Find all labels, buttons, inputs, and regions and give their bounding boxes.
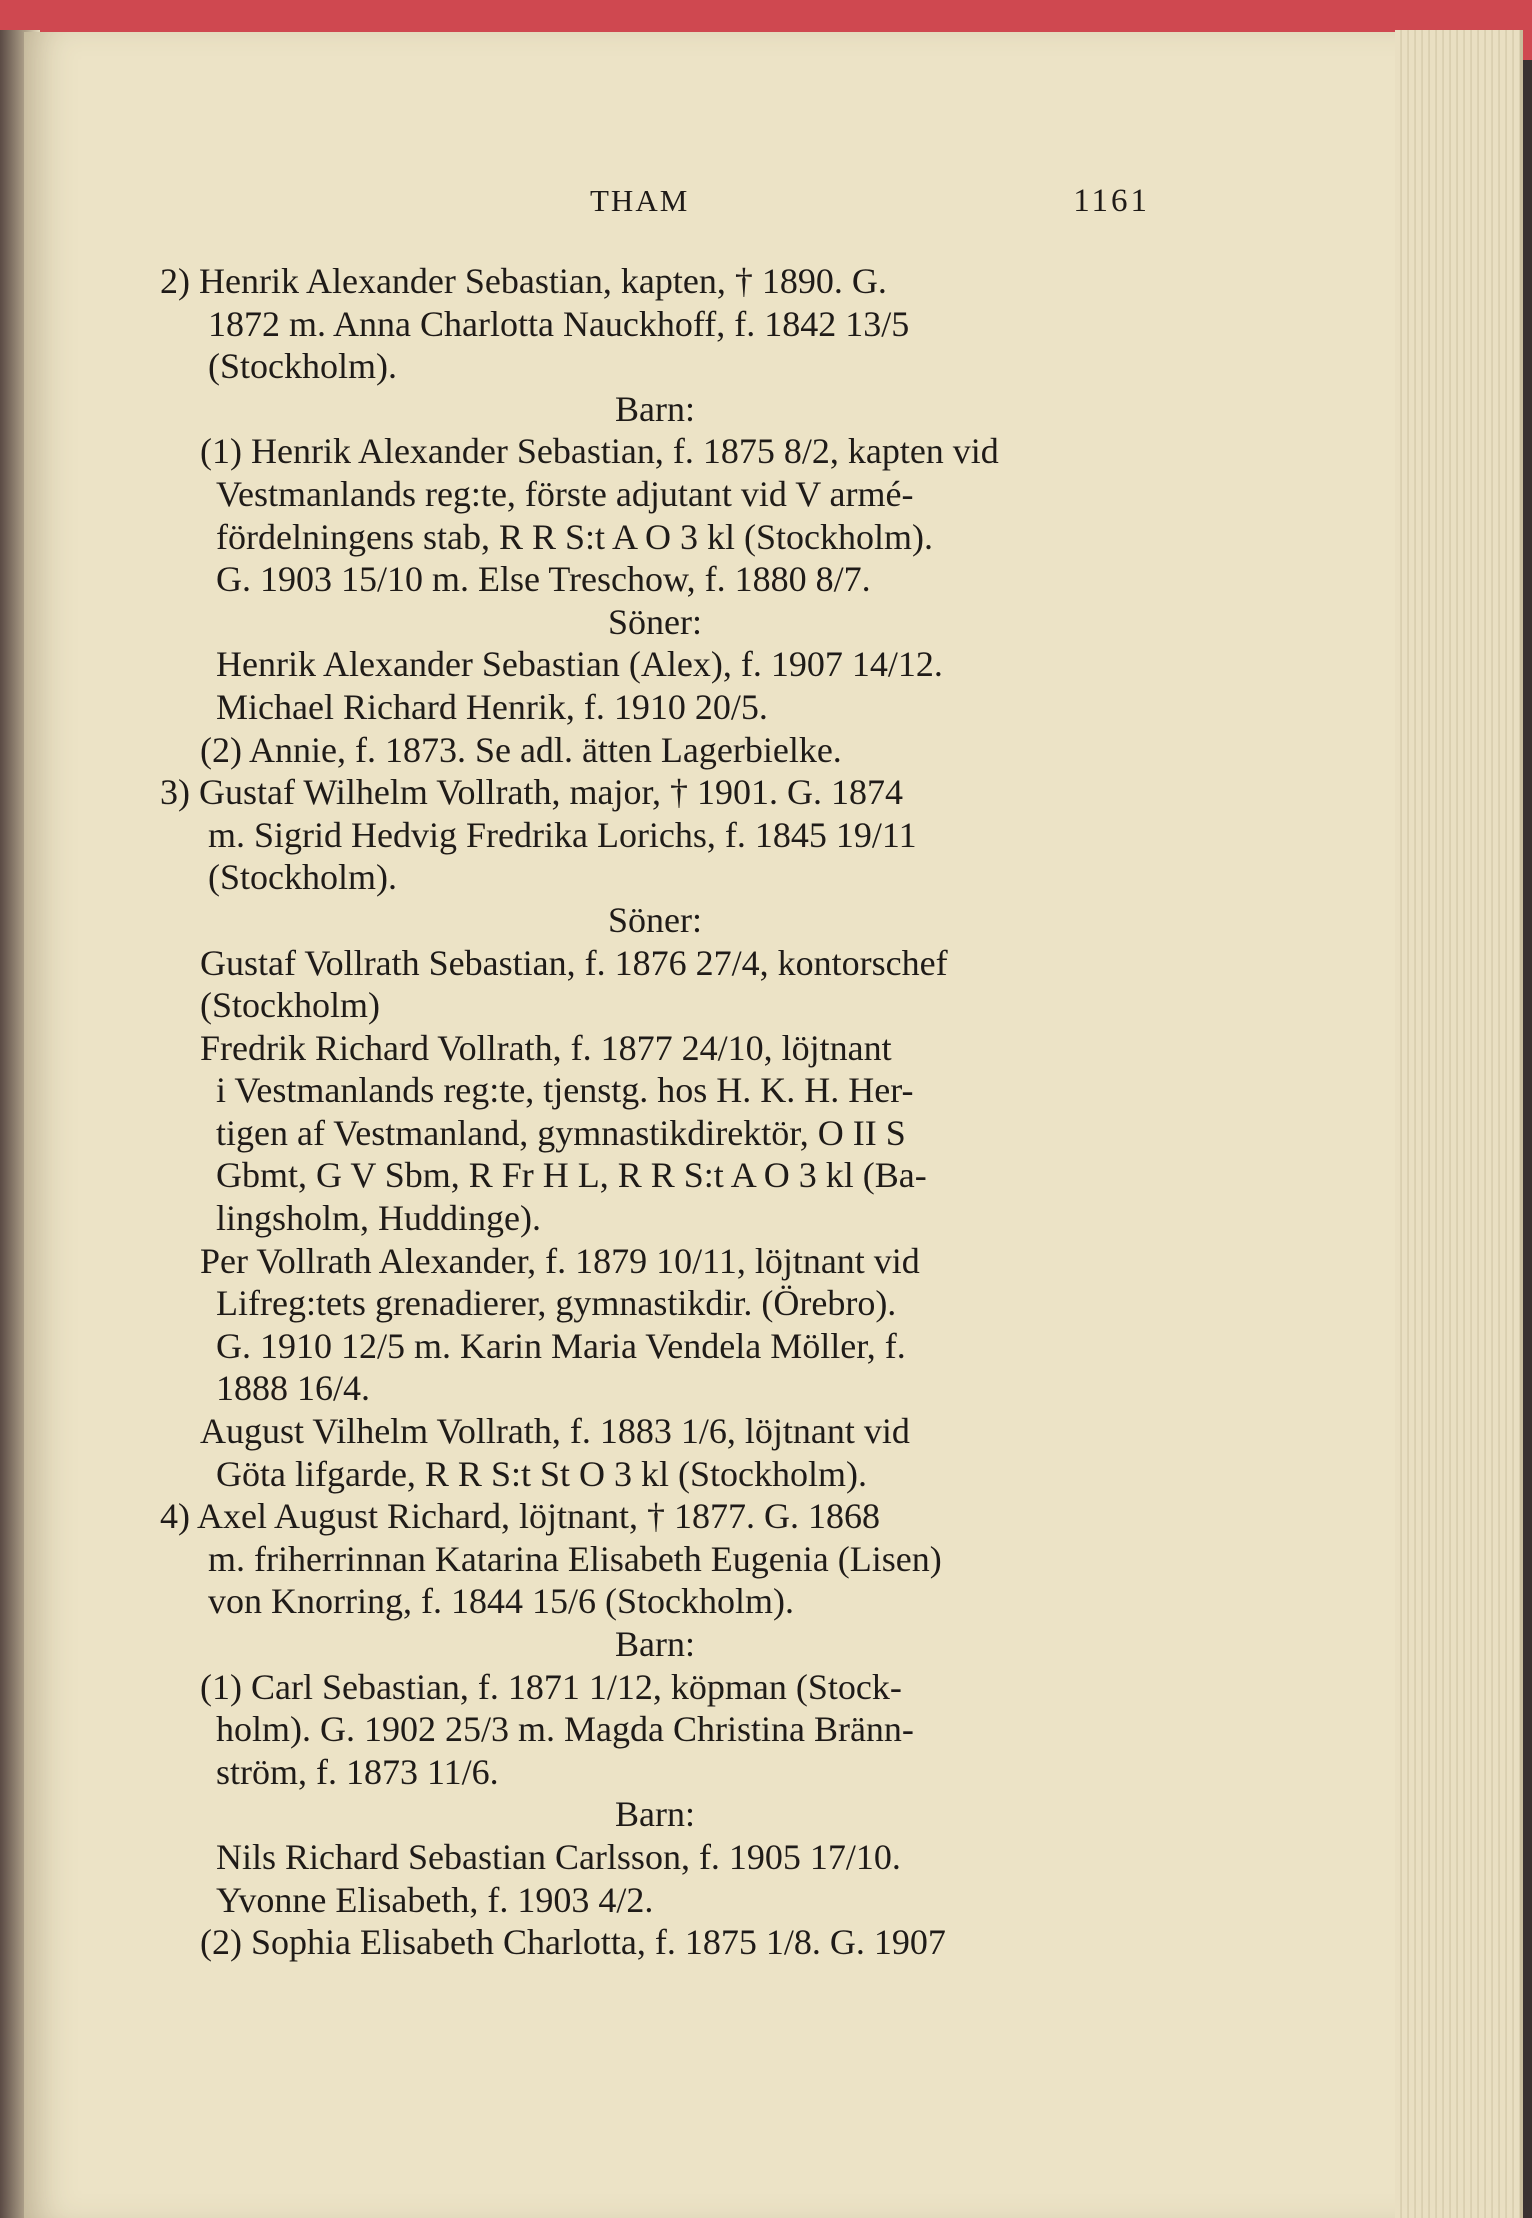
text-line: Vestmanlands reg:te, förste adjutant vid V armé- [216, 473, 914, 514]
text-line: G. 1903 15/10 m. Else Treschow, f. 1880 8/7. [216, 559, 871, 600]
text-line: von Knorring, f. 1844 15/6 (Stockholm). [208, 1581, 794, 1622]
text-line: i Vestmanlands reg:te, tjenstg. hos H. K. H. Her- [216, 1070, 914, 1111]
page-text-block [160, 180, 1150, 1964]
text-line: Gustaf Vollrath Sebastian, f. 1876 27/4, kontorschef [200, 942, 948, 983]
text-line: Gbmt, G V Sbm, R Fr H L, R R S:t A O 3 kl (Ba- [216, 1155, 927, 1196]
text-line: (Stockholm). [208, 857, 397, 898]
section-heading: Söner: [608, 899, 702, 940]
text-line: Göta lifgarde, R R S:t St O 3 kl (Stockholm). [216, 1453, 867, 1494]
page-number: 1161 [1073, 183, 1150, 219]
text-line: holm). G. 1902 25/3 m. Magda Christina Bränn- [216, 1709, 914, 1750]
text-line: 2) Henrik Alexander Sebastian, kapten, † 1890. G. [160, 261, 887, 301]
section-heading: Barn: [615, 1794, 695, 1835]
section-heading: Barn: [615, 388, 695, 429]
text-line: (Stockholm) [200, 985, 380, 1026]
text-line: (1) Henrik Alexander Sebastian, f. 1875 8/2, kapten vid [200, 431, 999, 472]
text-line: (2) Annie, f. 1873. Se adl. ätten Lagerbielke. [200, 729, 842, 770]
text-line: lingsholm, Huddinge). [216, 1198, 541, 1239]
text-line: ström, f. 1873 11/6. [216, 1751, 499, 1792]
text-line: Nils Richard Sebastian Carlsson, f. 1905 17/10. [216, 1836, 901, 1877]
running-header [160, 180, 1150, 236]
text-line: August Vilhelm Vollrath, f. 1883 1/6, löjtnant vid [200, 1411, 910, 1452]
text-line: m. friherrinnan Katarina Elisabeth Eugenia (Lisen) [208, 1538, 942, 1579]
text-line: m. Sigrid Hedvig Fredrika Lorichs, f. 1845 19/11 [208, 814, 917, 855]
text-line: 3) Gustaf Wilhelm Vollrath, major, † 1901. G. 1874 [160, 772, 904, 813]
section-heading: Barn: [615, 1624, 695, 1664]
running-title: THAM [590, 183, 690, 218]
section-heading: Söner: [608, 601, 702, 642]
text-line: (2) Sophia Elisabeth Charlotta, f. 1875 1/8. G. 1907 [200, 1922, 946, 1963]
text-line: Per Vollrath Alexander, f. 1879 10/11, löjtnant vid [200, 1240, 920, 1281]
text-line: 1888 16/4. [216, 1368, 371, 1409]
text-line: (Stockholm). [208, 346, 397, 387]
text-line: 1872 m. Anna Charlotta Nauckhoff, f. 1842 13/5 [208, 303, 910, 344]
page-edges [1395, 30, 1523, 2218]
text-line: Henrik Alexander Sebastian (Alex), f. 1907 14/12. [216, 644, 943, 685]
text-line: G. 1910 12/5 m. Karin Maria Vendela Möller, f. [216, 1325, 906, 1366]
text-line: Michael Richard Henrik, f. 1910 20/5. [216, 686, 768, 727]
text-line: 4) Axel August Richard, löjtnant, † 1877. G. 1868 [160, 1496, 880, 1537]
text-line: (1) Carl Sebastian, f. 1871 1/12, köpman (Stock- [200, 1666, 902, 1707]
text-line: Yvonne Elisabeth, f. 1903 4/2. [216, 1879, 654, 1920]
text-line: tigen af Vestmanland, gymnastikdirektör, O II S [216, 1112, 906, 1153]
text-line: fördelningens stab, R R S:t A O 3 kl (Stockholm). [216, 516, 933, 557]
text-line: Lifreg:tets grenadierer, gymnastikdir. (Örebro). [216, 1283, 897, 1324]
text-line: Fredrik Richard Vollrath, f. 1877 24/10, löjtnant [200, 1027, 892, 1068]
